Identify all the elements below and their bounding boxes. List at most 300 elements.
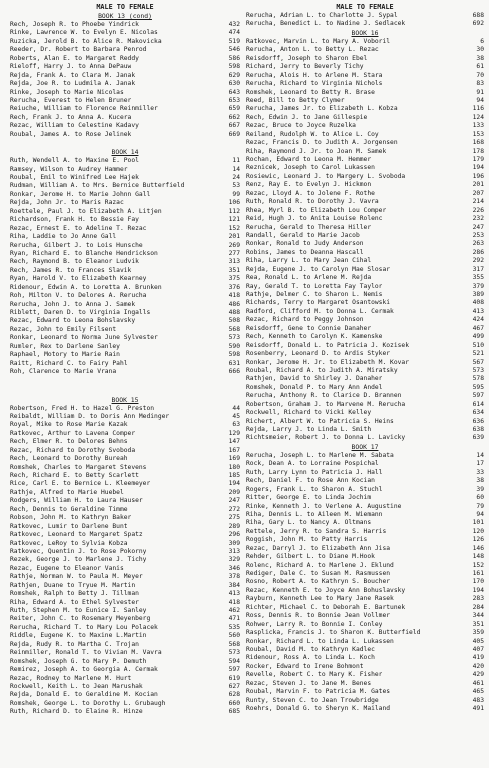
entry-names: Reisdorff, Gene to Connie Danaher (246, 324, 372, 332)
entry-page-number: 148 (472, 553, 484, 561)
entry-page-number: 53 (232, 182, 240, 190)
entry-names: Ryan, Richard E. to Blanche Hendrickson (10, 249, 158, 257)
index-entry (10, 182, 240, 190)
index-entry (10, 21, 240, 29)
entry-names: Ridenour, Ross A. to Linda L. Koch (246, 654, 375, 662)
entry-names: Romshek, Ralph to Betty J. Tillman (10, 590, 139, 598)
entry-names: Rech, Dennis to Geraldine Timme (10, 505, 128, 513)
entry-names: Rezac, Ernest E. to Adeline T. Rezac (10, 224, 147, 232)
index-entry (246, 164, 484, 172)
index-entry (10, 38, 240, 46)
entry-names: Rumler, Rex to Darlene Sanley (10, 342, 120, 350)
index-entry (246, 621, 484, 629)
index-entry (246, 89, 484, 97)
index-entry (246, 553, 484, 561)
entry-page-number: 351 (228, 266, 240, 274)
entry-names: Rech, Raymond B. to Eleanor Ludvik (10, 258, 139, 266)
index-entry (246, 122, 484, 130)
entry-names: Romshek, Leonard to Betty R. Brase (246, 88, 375, 96)
entry-page-number: 486 (228, 300, 240, 308)
index-entry (10, 72, 240, 80)
index-entry (246, 139, 484, 147)
index-entry (10, 540, 240, 548)
entry-names: Roubal, Emil to Winifred Lee Hajek (10, 174, 139, 181)
entry-page-number: 685 (228, 708, 240, 716)
entry-names: Rathjen, David to Shirley J. Danaher (246, 375, 383, 383)
entry-page-number: 598 (228, 63, 240, 71)
left-column (10, 3, 240, 717)
index-entry (246, 688, 484, 696)
entry-names: Reisdorff, Joseph to Sharon Ebel (246, 54, 368, 62)
index-entry (10, 46, 240, 54)
entry-page-number: 179 (472, 156, 484, 163)
index-entry (10, 63, 240, 71)
index-entry (10, 590, 240, 598)
entry-names: Richert, Albert W. to Patricia S. Heins (246, 417, 394, 425)
entry-page-number: 60 (476, 494, 484, 502)
index-entry (10, 267, 240, 275)
book15-list (10, 405, 240, 717)
index-entry (10, 582, 240, 590)
entry-page-number: 170 (472, 578, 484, 586)
entry-names: Roh, Milton V. to Delores A. Rerucha (10, 292, 147, 300)
entry-page-number: 628 (228, 691, 240, 699)
index-entry (10, 233, 240, 241)
entry-page-number: 578 (472, 375, 484, 383)
entry-names: Rejda, Frank A. to Clara M. Janak (10, 71, 136, 79)
entry-page-number: 432 (228, 21, 240, 28)
entry-page-number: 313 (228, 258, 240, 266)
entry-page-number: 14 (476, 451, 484, 459)
index-entry (10, 216, 240, 224)
index-entry (246, 604, 484, 612)
index-entry (10, 683, 240, 691)
entry-page-number: 263 (472, 240, 484, 248)
entry-names: Ronkar, Leonard to Norma June Sylvester (10, 334, 158, 342)
entry-page-number: 146 (472, 544, 484, 552)
index-entry (10, 199, 240, 207)
entry-names: Ratkovec, LeRoy to Sylvia Kobza (10, 539, 128, 547)
index-entry (246, 570, 484, 578)
entry-names: Robson, John M. to Kathryn Baker (10, 514, 132, 522)
entry-page-number: 474 (228, 29, 240, 37)
entry-page-number: 375 (228, 275, 240, 283)
index-entry (10, 455, 240, 463)
entry-page-number: 573 (472, 366, 484, 374)
index-entry (10, 413, 240, 421)
entry-page-number: 598 (228, 351, 240, 359)
entry-page-number: 275 (228, 514, 240, 522)
entry-page-number: 70 (476, 71, 484, 79)
index-entry (10, 464, 240, 472)
index-entry (246, 148, 484, 156)
entry-page-number: 194 (228, 480, 240, 488)
entry-names: Rejda, Joe R. to Ludmila A. Janak (10, 80, 136, 88)
entry-page-number: 636 (472, 417, 484, 425)
entry-names: Rerucha, Anthony R. to Clarice D. Brannen (246, 392, 402, 400)
entry-names: Rohwer, Larry R. to Bonnie I. Conley (246, 620, 383, 628)
entry-names: Rerucha, Gerald to Theresa Hiller (246, 223, 372, 231)
entry-names: Rezac, Eugene to Eleanor Vanis (10, 564, 124, 572)
entry-page-number: 508 (228, 317, 240, 325)
entry-page-number: 568 (228, 325, 240, 333)
entry-page-number: 61 (476, 63, 484, 71)
entry-names: Rezac, William to Celestine Kadavy (10, 122, 139, 130)
entry-names: Rochan, Edward to Leona M. Hemmer (246, 156, 372, 163)
entry-names: Rerucha, Adrian L. to Charlotte J. Sypal (246, 12, 398, 19)
index-entry (10, 122, 240, 130)
index-entry (10, 292, 240, 300)
book13-heading: BOOK 13 (cond) (98, 12, 152, 20)
index-entry (246, 173, 484, 181)
entry-names: Ruzicka, Jerold B. to Alice R. Makovicka (10, 37, 162, 45)
entry-names: Rock, Dean A. to Lorraine Pospichal (246, 460, 379, 468)
index-entry (246, 63, 484, 71)
entry-names: Ronkar, Ronald to Judy Anderson (246, 240, 364, 248)
entry-page-number: 121 (228, 216, 240, 224)
index-entry (10, 548, 240, 556)
index-entry (10, 421, 240, 429)
entry-page-number: 355 (472, 274, 484, 282)
entry-page-number: 467 (472, 324, 484, 332)
entry-page-number: 17 (476, 460, 484, 468)
index-entry (10, 632, 240, 640)
index-entry (246, 384, 484, 392)
entry-names: Runty, Steven C. to Jean Trowbridge (246, 696, 379, 704)
index-entry (246, 181, 484, 189)
entry-page-number: 272 (228, 505, 240, 513)
index-entry (10, 573, 240, 581)
entry-page-number: 573 (228, 649, 240, 657)
entry-page-number: 178 (472, 147, 484, 155)
index-entry (246, 654, 484, 662)
index-entry (10, 615, 240, 623)
index-entry (10, 556, 240, 564)
index-entry (246, 316, 484, 324)
index-entry (10, 405, 240, 413)
entry-page-number: 253 (472, 231, 484, 239)
entry-names: Rerucha, Richard T. to Mary Lou Polacek (10, 623, 158, 631)
index-entry (10, 309, 240, 317)
entry-page-number: 429 (472, 671, 484, 679)
entry-page-number: 405 (472, 637, 484, 645)
index-entry (10, 700, 240, 708)
entry-names: Ridenour, Edwin A. to Loretta A. Brunken (10, 283, 162, 291)
index-entry (10, 489, 240, 497)
entry-names: Riha, Laddie to Jo Anne Gall (10, 233, 117, 241)
entry-page-number: 634 (472, 409, 484, 417)
entry-page-number: 629 (228, 71, 240, 79)
entry-names: Romshek, Joseph G. to Mary P. Demuth (10, 657, 147, 665)
entry-page-number: 407 (472, 645, 484, 653)
entry-names: Reibaldt, William D. to Doris Ann Medinger (10, 412, 170, 420)
entry-page-number: 313 (228, 547, 240, 555)
index-entry (246, 638, 484, 646)
entry-names: Rerucha, Anton L. to Betty L. Rezac (246, 46, 379, 54)
index-entry (246, 156, 484, 164)
index-entry (246, 612, 484, 620)
index-entry (246, 409, 484, 417)
entry-names: Rezac, Richard to Peggy Johnson (246, 316, 364, 324)
entry-page-number: 346 (228, 564, 240, 572)
entry-page-number: 129 (228, 429, 240, 437)
entry-names: Rezac, Kenneth E. to Joyce Ann Bohuslavsky (246, 586, 406, 594)
entry-page-number: 152 (472, 561, 484, 569)
entry-page-number: 627 (228, 682, 240, 690)
index-entry (246, 469, 484, 477)
right-column (246, 3, 484, 713)
entry-page-number: 630 (228, 80, 240, 88)
entry-names: Rerucha, Richard to Virginia Nichols (246, 80, 383, 88)
entry-page-number: 232 (472, 215, 484, 223)
entry-page-number: 283 (472, 595, 484, 603)
index-entry (246, 545, 484, 553)
index-entry (246, 198, 484, 206)
index-entry (10, 691, 240, 699)
entry-names: Rerucha, Alois H. to Arlene M. Stara (246, 71, 383, 79)
entry-page-number: 567 (472, 358, 484, 366)
index-entry (10, 114, 240, 122)
index-entry (246, 105, 484, 113)
entry-names: Rezac, Rodney to Marlene M. Hurt (10, 674, 132, 682)
entry-page-number: 499 (472, 333, 484, 341)
entry-page-number: 595 (472, 383, 484, 391)
index-entry (246, 452, 484, 460)
entry-page-number: 153 (472, 130, 484, 138)
entry-page-number: 196 (472, 172, 484, 180)
index-entry (246, 418, 484, 426)
entry-page-number: 247 (228, 497, 240, 505)
entry-page-number: 378 (228, 573, 240, 581)
index-entry (246, 519, 484, 527)
entry-names: Rerucha, Gilbert J. to Lois Hunsche (10, 241, 143, 249)
entry-names: Rech, Frank J. to Anna A. Kucera (10, 113, 132, 121)
entry-names: Randall, Gerald to Marie Jacob (246, 231, 360, 239)
entry-page-number: 126 (472, 536, 484, 544)
entry-names: Rathje, Delmer C. to Sharon L. Nemis (246, 291, 383, 298)
entry-page-number: 653 (228, 96, 240, 104)
index-entry (10, 480, 240, 488)
entry-names: Rech, Daniel F. to Rose Ann Kocian (246, 477, 375, 485)
entry-page-number: 408 (472, 299, 484, 307)
entry-names: Rinke, Joseph to Marie Nicolas (10, 88, 124, 96)
entry-page-number: 379 (472, 282, 484, 290)
entry-names: Robertson, Fred H. to Hazel G. Preston (10, 404, 155, 412)
index-entry (246, 401, 484, 409)
entry-page-number: 39 (476, 485, 484, 493)
entry-page-number: 631 (228, 359, 240, 367)
entry-page-number: 424 (472, 316, 484, 324)
right-header: MALE TO FEMALE (336, 3, 394, 11)
index-entry (246, 207, 484, 215)
index-entry (10, 438, 240, 446)
entry-names: Rockwell, Keith L. to Jean Marushak (10, 682, 143, 690)
entry-names: Rezek, George J. to Marlene J. Tichy (10, 556, 147, 564)
entry-names: Riha, Dennis L. to Aileen M. Wiemann (246, 510, 383, 518)
entry-page-number: 120 (472, 527, 484, 535)
index-entry (10, 29, 240, 37)
entry-names: Ruth, Larry Lynn to Patricia J. Hall (246, 468, 383, 476)
entry-names: Rockwell, Richard to Vicki Kelley (246, 409, 372, 417)
entry-page-number: 351 (472, 620, 484, 628)
entry-page-number: 284 (472, 603, 484, 611)
entry-page-number: 662 (228, 113, 240, 121)
entry-names: Raphael, Motory to Marie Rain (10, 351, 120, 359)
index-entry (246, 266, 484, 274)
entry-page-number: 33 (476, 468, 484, 476)
entry-names: Rhea, Myrl B. to Elizabeth Lou Comper (246, 206, 387, 214)
entry-names: Rediger, Dale C. to Susan M. Rasmussen (246, 570, 391, 577)
entry-names: Rech, Edwin J. to Jane Gillespie (246, 113, 368, 121)
entry-names: Rech, James R. to Frances Slavik (10, 266, 132, 274)
index-entry (10, 166, 240, 174)
entry-page-number: 207 (472, 189, 484, 197)
index-entry (246, 671, 484, 679)
index-entry (246, 663, 484, 671)
entry-names: Raitt, Richard C. to Fairy Pahl (10, 359, 128, 367)
entry-page-number: 296 (228, 531, 240, 539)
entry-names: Ryan, Harold V. to Elizabeth Kearney (10, 275, 147, 283)
entry-page-number: 688 (472, 12, 484, 19)
index-entry (10, 242, 240, 250)
entry-page-number: 660 (228, 699, 240, 707)
entry-names: Rice, Carl E. to Bernice L. Kleemeyer (10, 480, 151, 488)
entry-names: Ray, Gerald T. to Loretta Fay Taylor (246, 282, 383, 290)
entry-names: Riha, Edward A. to Ethel Sylvester (10, 598, 139, 606)
entry-names: Rathje, Alfred to Marie Huebel (10, 488, 124, 496)
entry-page-number: 194 (472, 164, 484, 172)
index-entry (10, 250, 240, 258)
index-entry (246, 426, 484, 434)
index-entry (10, 317, 240, 325)
entry-names: Romshek, Donald P. to Mary Ann Andel (246, 383, 383, 391)
entry-names: Riha, Gary L. to Nancy A. Oltmans (246, 519, 372, 527)
entry-names: Rolenc, Richard A. to Marlene J. Eklund (246, 561, 394, 569)
index-entry (246, 350, 484, 358)
entry-page-number: 194 (472, 586, 484, 594)
index-entry (246, 325, 484, 333)
entry-page-number: 214 (472, 198, 484, 206)
index-entry (246, 460, 484, 468)
entry-page-number: 6 (480, 37, 484, 45)
entry-names: Rezac, Richard to Dorothy Svoboda (10, 446, 136, 454)
index-entry (246, 249, 484, 257)
index-entry (10, 191, 240, 199)
index-entry (10, 326, 240, 334)
entry-page-number: 643 (228, 88, 240, 96)
index-entry (246, 477, 484, 485)
index-entry (10, 360, 240, 368)
entry-page-number: 389 (472, 291, 484, 298)
entry-page-number: 209 (228, 488, 240, 496)
entry-names: Rech, Joseph R. to Phoebe Yindrick (10, 21, 139, 28)
entry-names: Reinmiller, Ronald T. to Vivian M. Vavra (10, 649, 162, 657)
entry-page-number: 11 (232, 157, 240, 165)
index-entry (246, 291, 484, 299)
index-entry (10, 368, 240, 376)
entry-names: Ruth, Ronald R. to Dorothy J. Vavra (246, 198, 379, 206)
entry-page-number: 185 (228, 472, 240, 479)
entry-page-number: 376 (228, 283, 240, 291)
entry-page-number: 201 (228, 233, 240, 241)
index-entry (246, 131, 484, 139)
index-entry (246, 503, 484, 511)
entry-page-number: 639 (472, 434, 484, 442)
index-entry (246, 308, 484, 316)
index-entry (10, 157, 240, 165)
book14-heading: BOOK 14 (111, 148, 139, 157)
book17-list (246, 452, 484, 714)
entry-names: Ritter, George E. to Linda Jochim (246, 494, 372, 502)
entry-names: Rejda, John Jr. to Maris Razac (10, 199, 124, 207)
index-entry (10, 675, 240, 683)
entry-names: Reiland, Rudolph W. to Alice L. Coy (246, 130, 379, 138)
entry-names: Richtsmeier, Robert J. to Donna L. Lavicky (246, 434, 406, 442)
index-entry (10, 89, 240, 97)
index-entry (10, 599, 240, 607)
index-entry (10, 565, 240, 573)
index-entry (10, 225, 240, 233)
entry-page-number: 568 (228, 640, 240, 648)
entry-page-number: 666 (228, 368, 240, 376)
index-entry (246, 342, 484, 350)
entry-page-number: 594 (228, 657, 240, 665)
entry-page-number: 180 (228, 463, 240, 471)
entry-names: Rejda, Larry J. to Linda L. Smith (246, 426, 372, 433)
entry-page-number: 277 (228, 249, 240, 257)
entry-page-number: 471 (228, 615, 240, 623)
entry-page-number: 201 (472, 181, 484, 189)
entry-page-number: 483 (472, 696, 484, 704)
index-entry (246, 38, 484, 46)
index-entry (10, 658, 240, 666)
entry-names: Ratkovec, Marvin L. to Mary A. Voboril (246, 37, 391, 45)
entry-page-number: 30 (476, 46, 484, 54)
entry-page-number: 573 (228, 334, 240, 342)
entry-names: Romshek, George L. to Dorothy L. Grubaugh (10, 699, 166, 707)
entry-page-number: 45 (232, 412, 240, 420)
entry-names: Rech, Leonard to Dorothy Bureah (10, 455, 128, 463)
entry-names: Rezac, Steven J. to Jane M. Benes (246, 679, 372, 687)
index-entry (246, 215, 484, 223)
entry-names: Remirez, Joseph A. to Georgia A. Cermak (10, 666, 158, 674)
entry-names: Riddle, Eugene K. to Maxine L.Martin (10, 632, 147, 640)
index-entry (10, 105, 240, 113)
entry-page-number: 269 (228, 241, 240, 249)
index-entry (246, 486, 484, 494)
entry-names: Riha, Raymond J. Jr. to Joan M. Samek (246, 147, 387, 155)
entry-page-number: 289 (228, 522, 240, 530)
book16-list (246, 38, 484, 443)
entry-page-number: 24 (232, 174, 240, 181)
index-entry (246, 55, 484, 63)
entry-names: Ruth, Stephen M. to Eunice I. Sanley (10, 607, 147, 614)
entry-names: Rasplicka, Francis J. to Sharon K. Butterfield (246, 629, 421, 637)
entry-page-number: 535 (228, 623, 240, 631)
entry-page-number: 63 (232, 421, 240, 429)
entry-names: Reid, Hugh J. to Anita Louise Rolenc (246, 215, 383, 223)
entry-page-number: 292 (472, 257, 484, 265)
entry-names: Ruth, Wendell A. to Maxine E. Pool (10, 157, 139, 165)
entry-names: Rech, Richard E. to Betty Scarlett (10, 472, 139, 479)
entry-names: Rezac, Lloyd A. to Jolene F. Rothe (246, 189, 375, 197)
index-entry (10, 531, 240, 539)
entry-names: Roubal, Richard A. to Judith A. Miratsky (246, 366, 398, 374)
entry-names: Rezac, Edward to Leona Bohslavsky (10, 317, 136, 325)
entry-page-number: 597 (228, 666, 240, 674)
entry-names: Ronkar, Richard L. to Linda L. Lukassen (246, 637, 394, 645)
entry-page-number: 546 (228, 46, 240, 54)
